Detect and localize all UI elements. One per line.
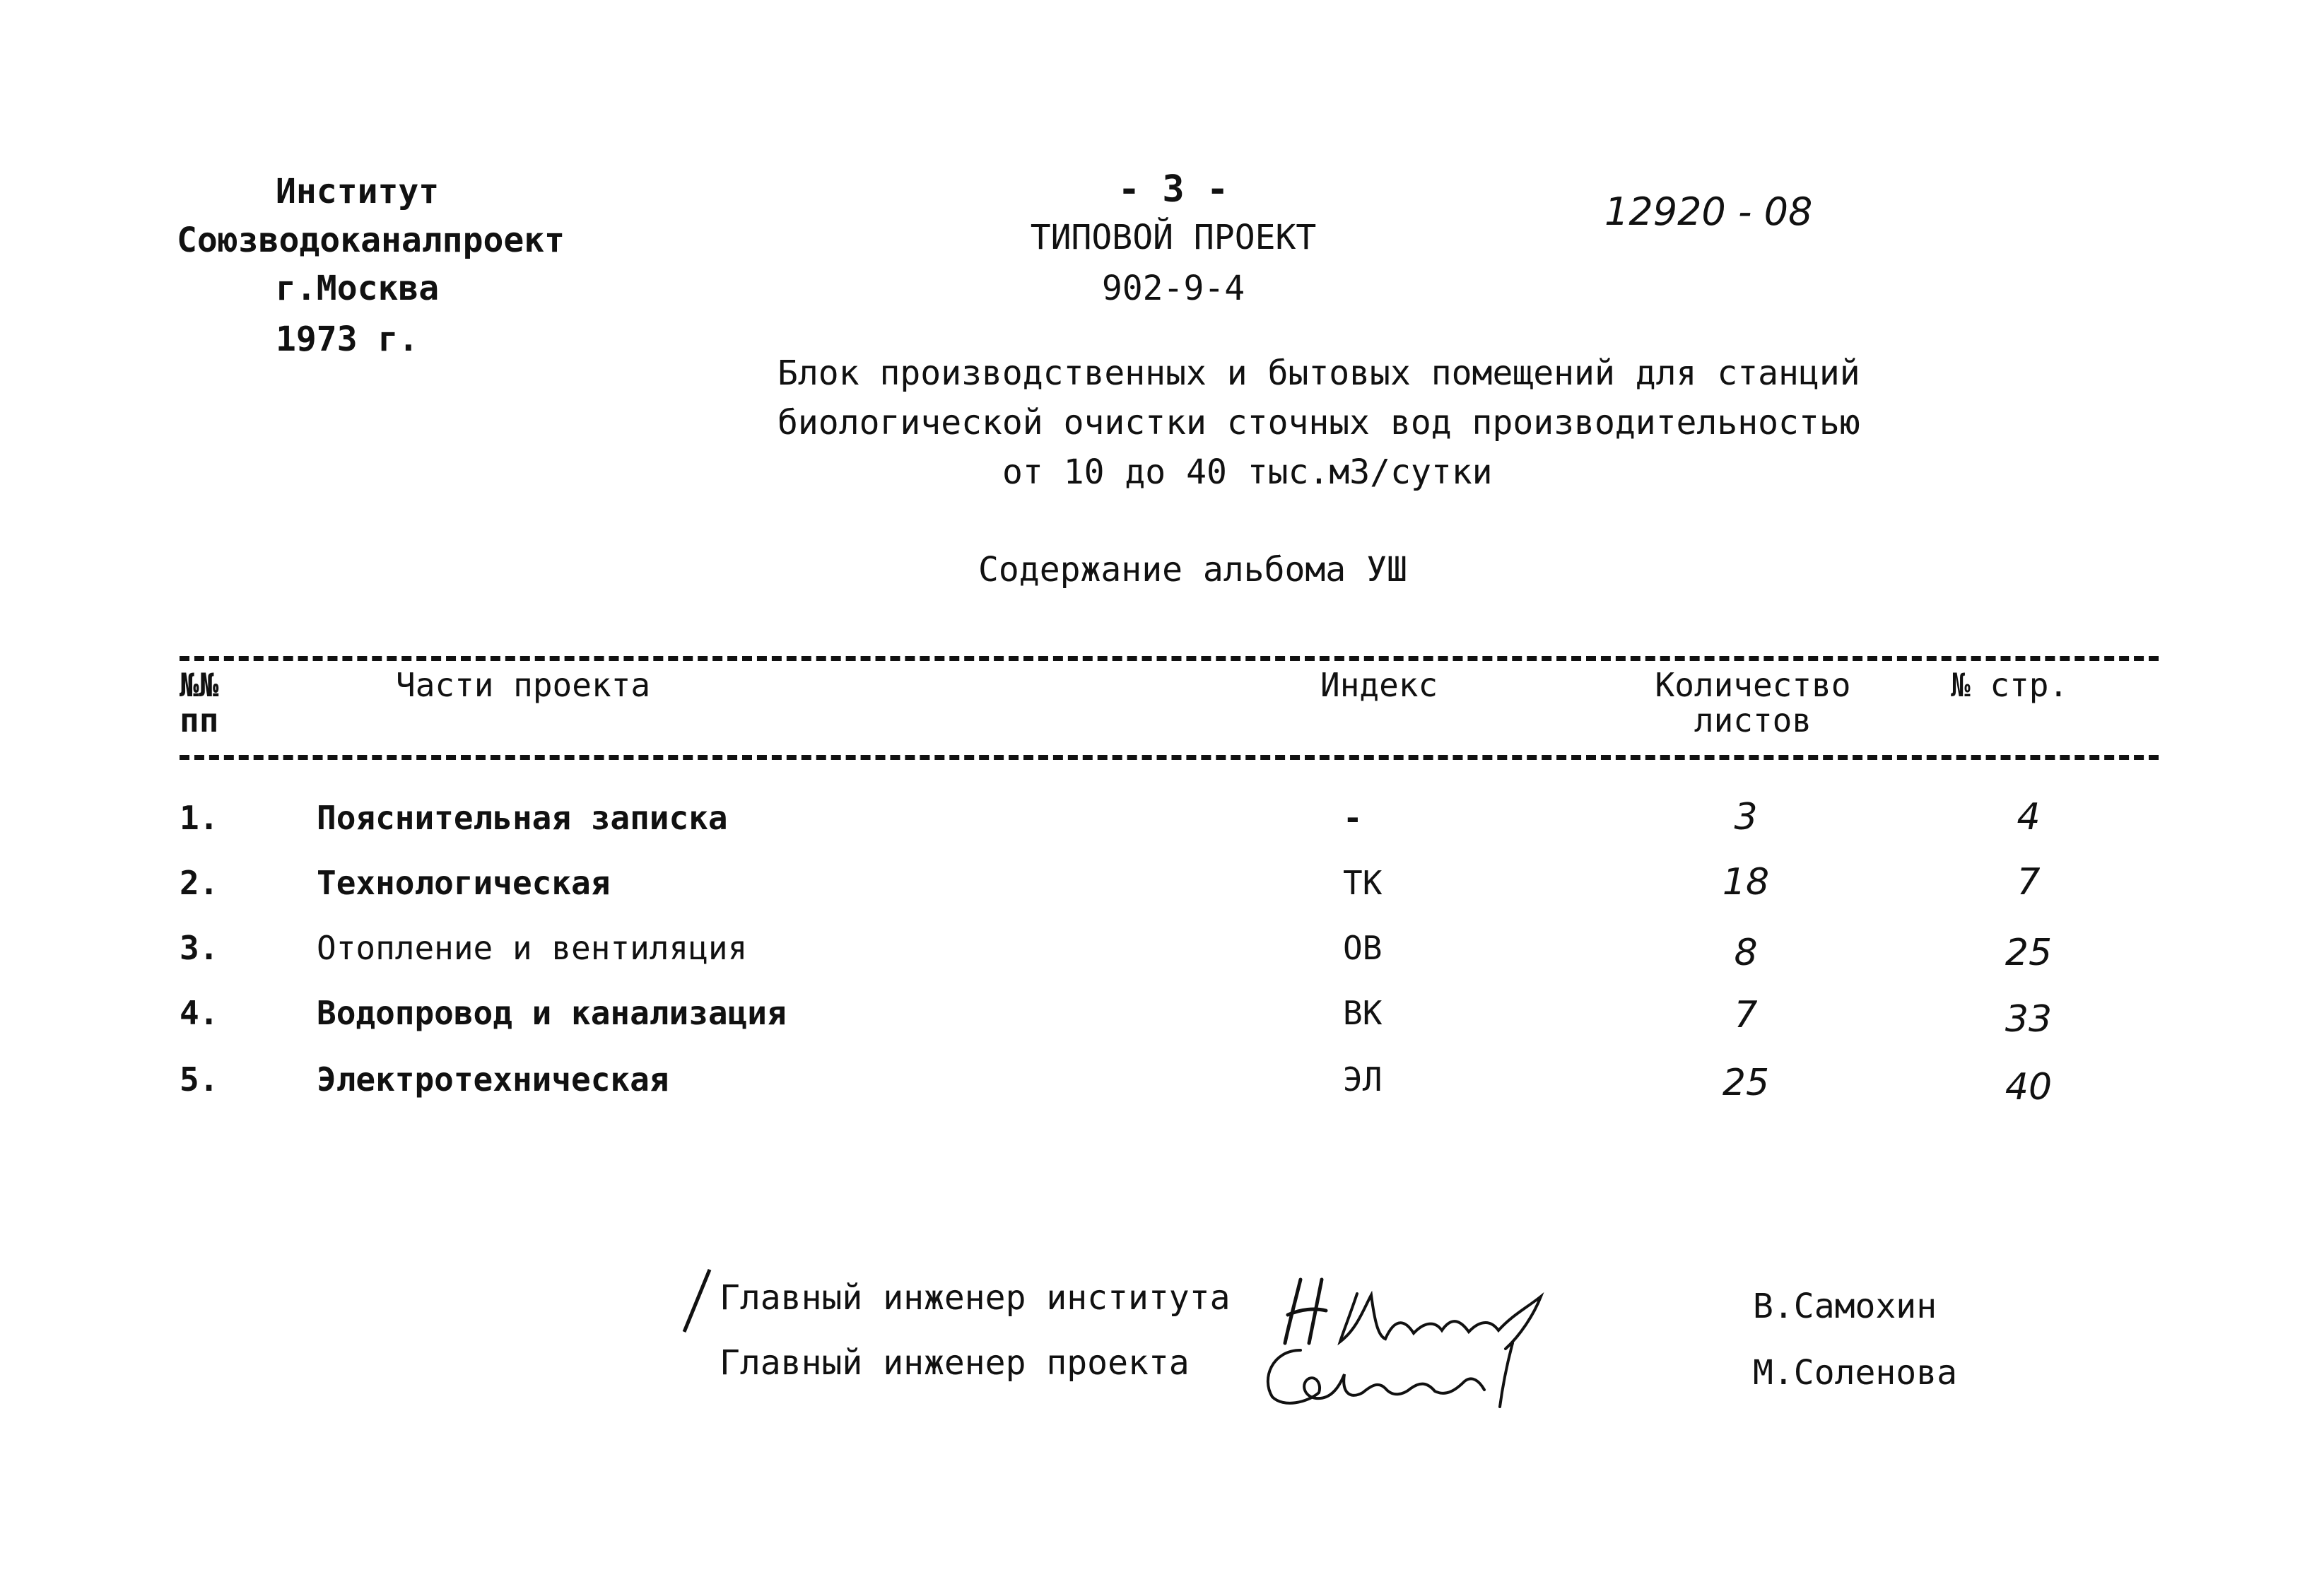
project-number: 902-9-4 <box>1101 269 1245 308</box>
signature-name-project: М.Соленова <box>1753 1353 1957 1393</box>
table-top-rule <box>180 656 2159 661</box>
header-num-line2: пп <box>180 701 219 739</box>
row-index: ОВ <box>1343 929 1383 967</box>
row-index: - <box>1343 799 1363 837</box>
institute-name-line2: Союзводоканалпроект <box>177 221 565 260</box>
handwritten-archive-code: 12920 - 08 <box>1604 189 1813 234</box>
title-line1: Блок производственных и бытовых помещений для станций <box>777 353 1860 393</box>
row-part: Технологическая <box>317 864 611 902</box>
row-sheets: 3 <box>1734 796 1758 838</box>
row-part: Отопление и вентиляция <box>317 929 748 967</box>
row-number: 3. <box>180 929 219 967</box>
handwritten-signature-2 <box>1251 1329 1548 1417</box>
row-page: 25 <box>2005 932 2053 974</box>
header-page: № стр. <box>1951 666 2069 704</box>
row-page: 4 <box>2017 796 2041 838</box>
signature-role-project: Главный инженер проекта <box>720 1343 1190 1383</box>
row-sheets: 7 <box>1734 994 1758 1036</box>
header-index: Индекс <box>1320 666 1438 704</box>
row-page: 40 <box>2005 1066 2053 1108</box>
signature-name-institute: В.Самохин <box>1753 1287 1937 1326</box>
header-num: №№ <box>180 666 219 704</box>
row-sheets: 25 <box>1722 1062 1770 1104</box>
row-sheets: 18 <box>1722 861 1770 903</box>
header-sheets-line2: листов <box>1694 701 1812 739</box>
row-number: 4. <box>180 994 219 1032</box>
row-number: 5. <box>180 1060 219 1099</box>
header-sheets: Количество <box>1655 666 1851 704</box>
header-part: Части проекта <box>396 666 651 704</box>
project-type: ТИПОВОЙ ПРОЕКТ <box>1030 218 1317 257</box>
row-number: 1. <box>180 799 219 837</box>
signature-slash <box>679 1265 714 1339</box>
institute-year: 1973 г. <box>276 320 419 359</box>
row-part: Водопровод и канализация <box>317 994 787 1032</box>
table-header-rule <box>180 755 2159 760</box>
row-index: ТК <box>1343 864 1383 902</box>
row-number: 2. <box>180 864 219 902</box>
row-part: Электротехническая <box>317 1060 669 1099</box>
page-number: - 3 - <box>1117 168 1229 211</box>
row-page: 33 <box>2005 998 2053 1041</box>
institute-name-line1: Институт <box>276 172 440 211</box>
title-line3: от 10 до 40 тыс.м3/сутки <box>1002 452 1493 492</box>
row-index: ВК <box>1343 994 1383 1032</box>
row-index: ЭЛ <box>1343 1060 1383 1099</box>
row-sheets: 8 <box>1734 932 1758 974</box>
contents-title: Содержание альбома УШ <box>978 550 1407 590</box>
title-line2: биологической очистки сточных вод производительностью <box>777 403 1860 443</box>
row-page: 7 <box>2017 861 2041 903</box>
row-part: Пояснительная записка <box>317 799 728 837</box>
institute-city: г.Москва <box>276 269 440 308</box>
signature-role-institute: Главный инженер института <box>720 1278 1231 1318</box>
